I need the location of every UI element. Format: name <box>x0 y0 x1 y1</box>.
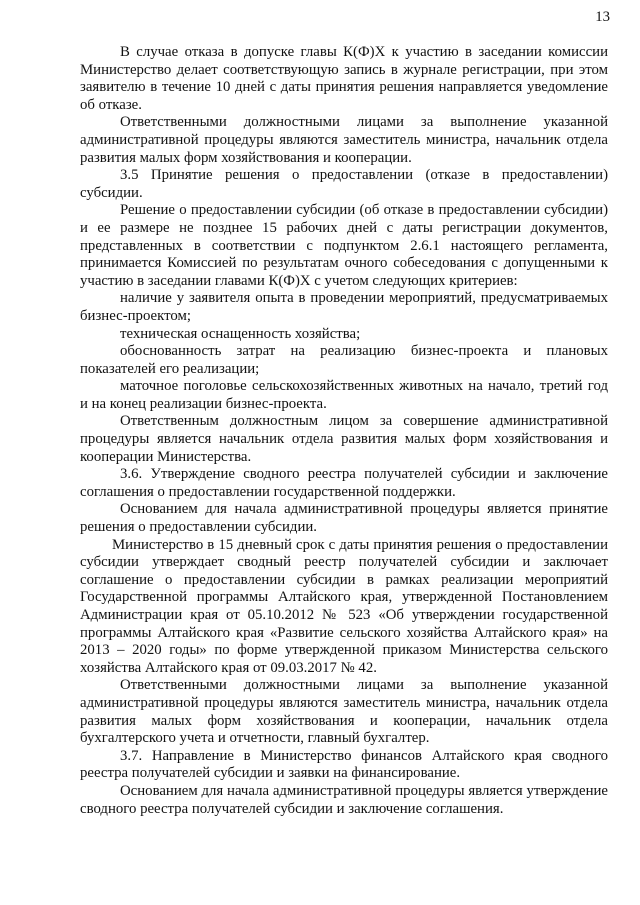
paragraph-ministry-registry: Министерство в 15 дневный срок с даты принятия решения о предоставлении субсидии утверждает сводный реестр получателей субсидии и заключает соглашение о предоставлении субсидии в рамках реализации мероприятий Государственной программы Алтайского края, утвержденной Постановлением Администрации края от 05.10.2012 № 523 «Об утверждении государственной программы Алтайского края «Развитие сельского хозяйства Алтайского края» на 2013 – 2020 годы» по форме утвержденной приказом Министерства сельского хозяйства Алтайского края от 09.03.2017 № 42. <box>80 536 608 676</box>
paragraph-responsible-officials-3: Ответственными должностными лицами за выполнение указанной административной процедуры являются заместитель министра, начальник отдела развития малых форм хозяйствования и кооперации, начальник отдела бухгалтерского учета и отчетности, главный бухгалтер. <box>80 677 608 747</box>
paragraph-refusal-record: В случае отказа в допуске главы К(Ф)Х к участию в заседании комиссии Министерство делает соответствующую запись в журнале регистрации, при этом заявителю в течение 10 дней с даты принятия решения направляется уведомление об отказе. <box>80 44 608 113</box>
section-heading-3-7: 3.7. Направление в Министерство финансов Алтайского края сводного реестра получателей субсидии и заявки на финансирование. <box>80 747 608 782</box>
paragraph-responsible-official-2: Ответственным должностным лицом за совершение административной процедуры является начальник отдела развития малых форм хозяйствования и кооперации Министерства. <box>80 413 608 465</box>
paragraph-responsible-officials-1: Ответственными должностными лицами за выполнение указанной административной процедуры являются заместитель министра, начальник отдела развития малых форм хозяйствования и кооперации. <box>80 114 608 166</box>
section-heading-3-6: 3.6. Утверждение сводного реестра получателей субсидии и заключение соглашения о предоставлении государственной поддержки. <box>80 466 608 500</box>
criterion-cost-justification: обоснованность затрат на реализацию бизнес-проекта и плановых показателей его реализации; <box>80 343 608 377</box>
section-heading-3-5: 3.5 Принятие решения о предоставлении (отказе в предоставлении) субсидии. <box>80 167 608 201</box>
paragraph-basis-3-7: Основанием для начала административной процедуры является утверждение сводного реестра получателей субсидии и заключение соглашения. <box>80 782 608 817</box>
criterion-equipment: техническая оснащенность хозяйства; <box>120 325 361 342</box>
criterion-livestock: маточное поголовье сельскохозяйственных животных на начало, третий год и на конец реализации бизнес-проекта. <box>80 378 608 412</box>
paragraph-decision-criteria: Решение о предоставлении субсидии (об отказе в предоставлении субсидии) и ее размере не позднее 15 рабочих дней с даты регистрации документов, представленных в соответствии с подпунктом 2.6.1 настоящего регламента, принимается Комиссией по результатам очного собеседования с допущенными к участию в заседании главами К(Ф)Х с учетом следующих критериев: <box>80 202 608 289</box>
paragraph-basis-3-6: Основанием для начала административной процедуры является принятие решения о предоставлении субсидии. <box>80 501 608 536</box>
document-body <box>80 44 608 818</box>
page-number: 13 <box>595 9 610 25</box>
criterion-experience: наличие у заявителя опыта в проведении мероприятий, предусматриваемых бизнес-проектом; <box>80 290 608 324</box>
